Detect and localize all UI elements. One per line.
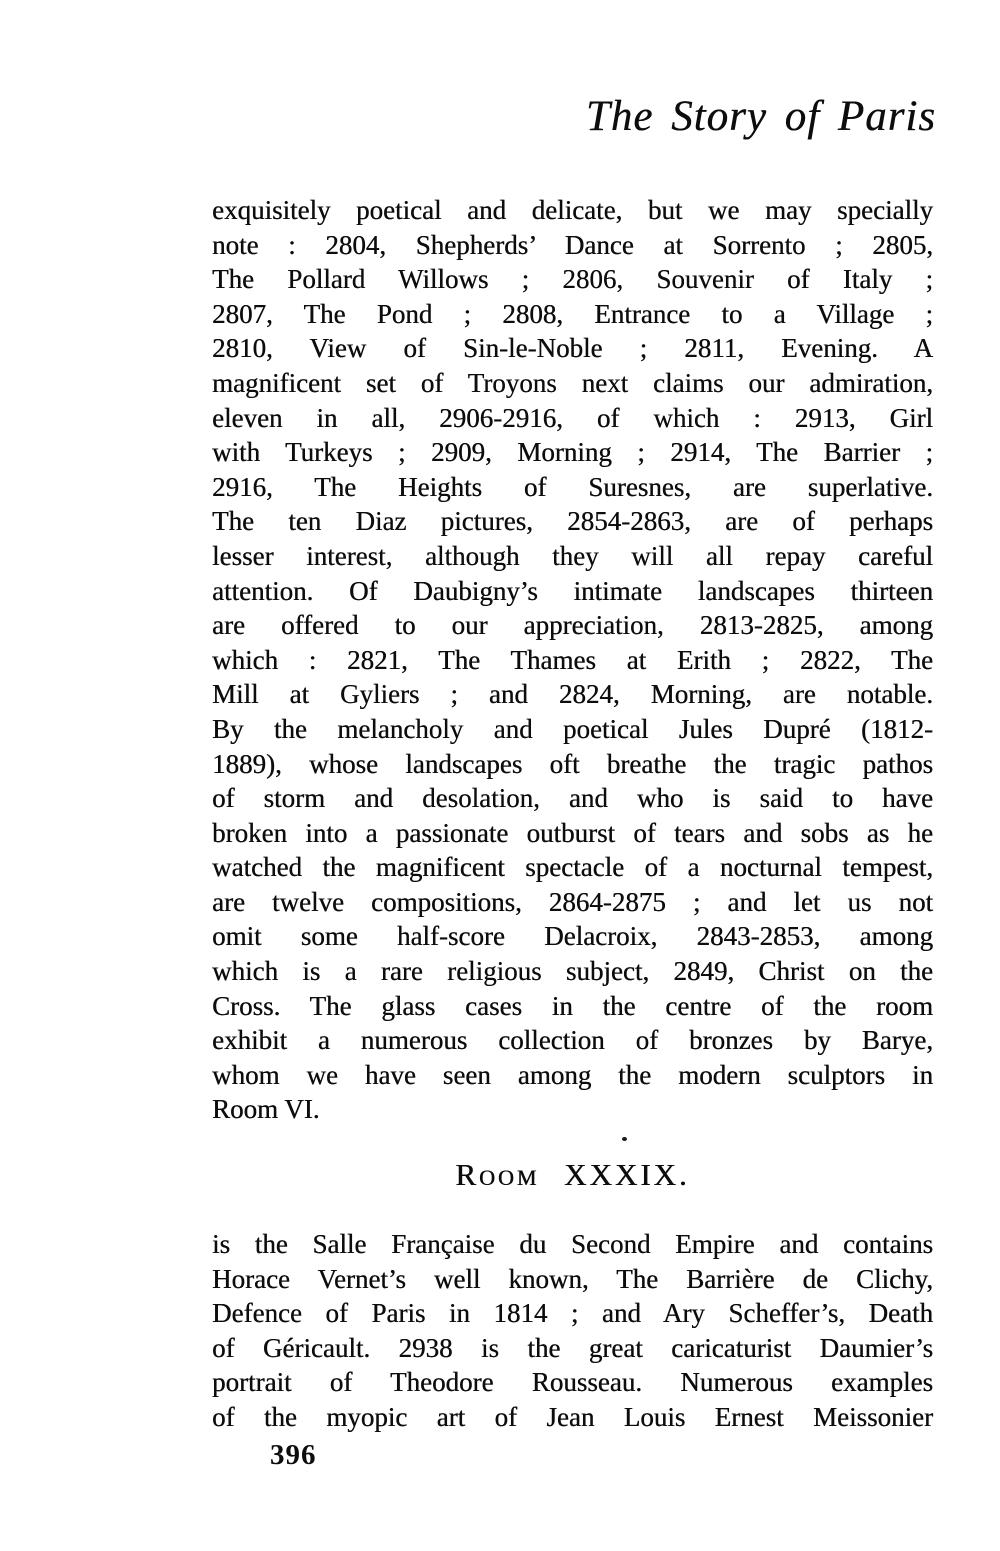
text-line: of Géricault. 2938 is the great caricaturist Daumier’s <box>212 1332 933 1363</box>
text-line: attention. Of Daubigny’s intimate landscapes thirteen <box>212 575 933 606</box>
text-line: 2807, The Pond ; 2808, Entrance to a Village ; <box>212 298 933 329</box>
text-line: of storm and desolation, and who is said to have <box>212 783 933 814</box>
text-line: The Pollard Willows ; 2806, Souvenir of Italy ; <box>212 264 933 295</box>
text-line: 2810, View of Sin-le-Noble ; 2811, Evening. A <box>212 333 933 364</box>
text-line: lesser interest, although they will all repay careful <box>212 540 933 571</box>
text-line: are twelve compositions, 2864-2875 ; and let us not <box>212 886 933 917</box>
body-paragraph-2 <box>212 1227 933 1435</box>
text-line: of the myopic art of Jean Louis Ernest Meissonier <box>212 1402 933 1432</box>
text-line: eleven in all, 2906-2916, of which : 2913, Girl <box>212 402 933 433</box>
body-paragraph-1 <box>212 193 933 1127</box>
text-line: exhibit a numerous collection of bronzes by Barye, <box>212 1025 933 1056</box>
text-line: By the melancholy and poetical Jules Dupré (1812- <box>212 713 933 744</box>
text-line: with Turkeys ; 2909, Morning ; 2914, The Barrier ; <box>212 437 933 468</box>
text-line: are offered to our appreciation, 2813-2825, among <box>212 610 933 641</box>
text-line: 1889), whose landscapes oft breathe the tragic pathos <box>212 748 933 779</box>
page-number: 396 <box>270 1438 317 1471</box>
section-heading-room-xxxix: Room XXXIX. <box>455 1157 690 1193</box>
text-line: The ten Diaz pictures, 2854-2863, are of perhaps <box>212 506 933 537</box>
text-line: omit some half-score Delacroix, 2843-2853, among <box>212 921 933 952</box>
text-line: exquisitely poetical and delicate, but we may specially <box>212 195 933 225</box>
text-line: which is a rare religious subject, 2849, Christ on the <box>212 956 933 987</box>
text-line: Horace Vernet’s well known, The Barrière de Clichy, <box>212 1263 933 1294</box>
text-line: Mill at Gyliers ; and 2824, Morning, are notable. <box>212 679 933 710</box>
text-line: magnificent set of Troyons next claims our admiration, <box>212 367 933 398</box>
text-line: note : 2804, Shepherds’ Dance at Sorrento ; 2805, <box>212 229 933 260</box>
text-line: is the Salle Française du Second Empire and contains <box>212 1229 933 1260</box>
text-line: Cross. The glass cases in the centre of the room <box>212 990 933 1021</box>
text-line: 2916, The Heights of Suresnes, are superlative. <box>212 471 933 502</box>
text-line: portrait of Theodore Rousseau. Numerous examples <box>212 1367 933 1398</box>
text-line: broken into a passionate outburst of tears and sobs as he <box>212 817 933 848</box>
running-header-title: The Story of Paris <box>585 93 936 140</box>
text-line: whom we have seen among the modern sculptors in <box>212 1059 933 1090</box>
text-line: Defence of Paris in 1814 ; and Ary Scheffer’s, Death <box>212 1298 933 1329</box>
text-line: watched the magnificent spectacle of a nocturnal tempest, <box>212 852 933 883</box>
text-line: which : 2821, The Thames at Erith ; 2822, The <box>212 644 933 675</box>
text-line: Room VI. <box>212 1094 320 1125</box>
text-block <box>212 193 933 1472</box>
